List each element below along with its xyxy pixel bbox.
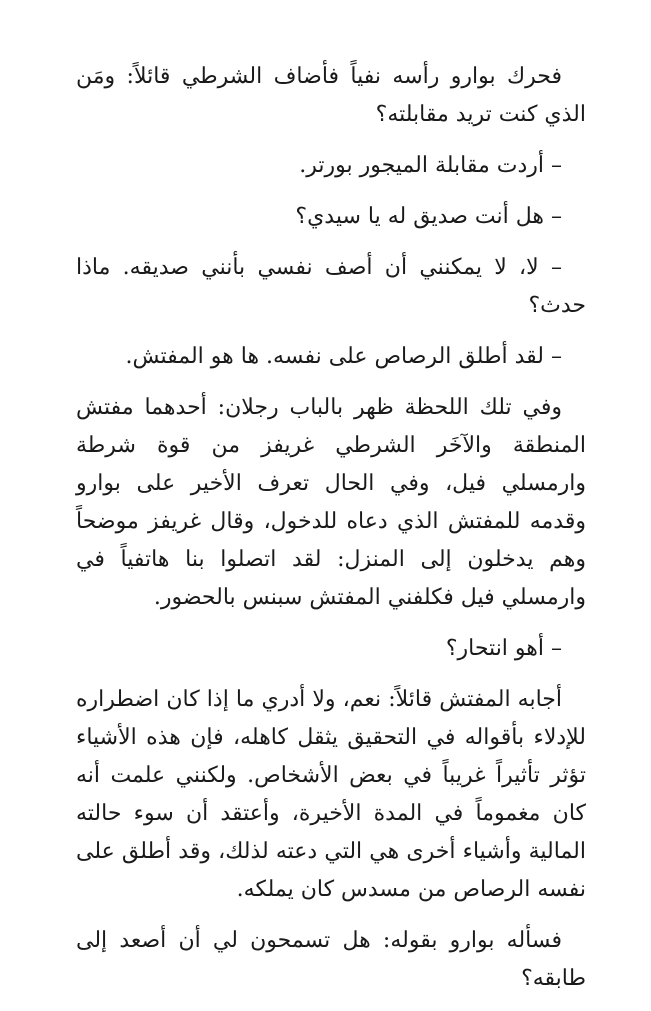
dialog-line-suicide-question: – أهو انتحار؟ [445, 636, 562, 661]
paragraph-inspector-answer: أجابه المفتش قائلاً: نعم، ولا أدري ما إذا كان اضطراره للإدلاء بأقواله في التحقيق يثقل كاهله، فإن هذه الأشياء تؤثر تأثيراً غريباً في بعض الأشخاص. ولكنني علمت أنه كان مغموماً في المدة الأخيرة، وأعتقد أن سوء حالته المالية وأشياء أخرى هي التي دعته لذلك، وقد أطلق على نفسه الرصاص من مسدس كان يملكه. [76, 687, 586, 902]
paragraph-poirot-shakes-head: فحرك بوارو رأسه نفياً فأضاف الشرطي قائلاً: ومَن الذي كنت تريد مقابلته؟ [76, 64, 586, 127]
dialog-line-are-you-friend: – هل أنت صديق له يا سيدي؟ [295, 204, 562, 229]
paragraph-poirot-asks-upstairs: فسأله بوارو بقوله: هل تسمحون لي أن أصعد إلى طابقه؟ [76, 928, 586, 991]
dialog-line-not-friend: – لا، لا يمكنني أن أصف نفسي بأنني صديقه. ماذا حدث؟ [76, 255, 586, 318]
dialog-line-wanted-major-porter: – أردت مقابلة الميجور بورتر. [299, 153, 562, 178]
dialog-line-shot-himself: – لقد أطلق الرصاص على نفسه. ها هو المفتش. [125, 344, 562, 369]
paragraph-two-men-at-door: وفي تلك اللحظة ظهر بالباب رجلان: أحدهما مفتش المنطقة والآخَر الشرطي غريفز من قوة شرطة وارمسلي فيل، وفي الحال تعرف الأخير على بوارو وقدمه للمفتش الذي دعاه للدخول، وقال غريفز موضحاً وهم يدخلون إلى المنزل: لقد اتصلوا بنا هاتفياً في وارمسلي فيل فكلفني المفتش سبنس بالحضور. [76, 395, 586, 610]
book-page [76, 58, 586, 1011]
